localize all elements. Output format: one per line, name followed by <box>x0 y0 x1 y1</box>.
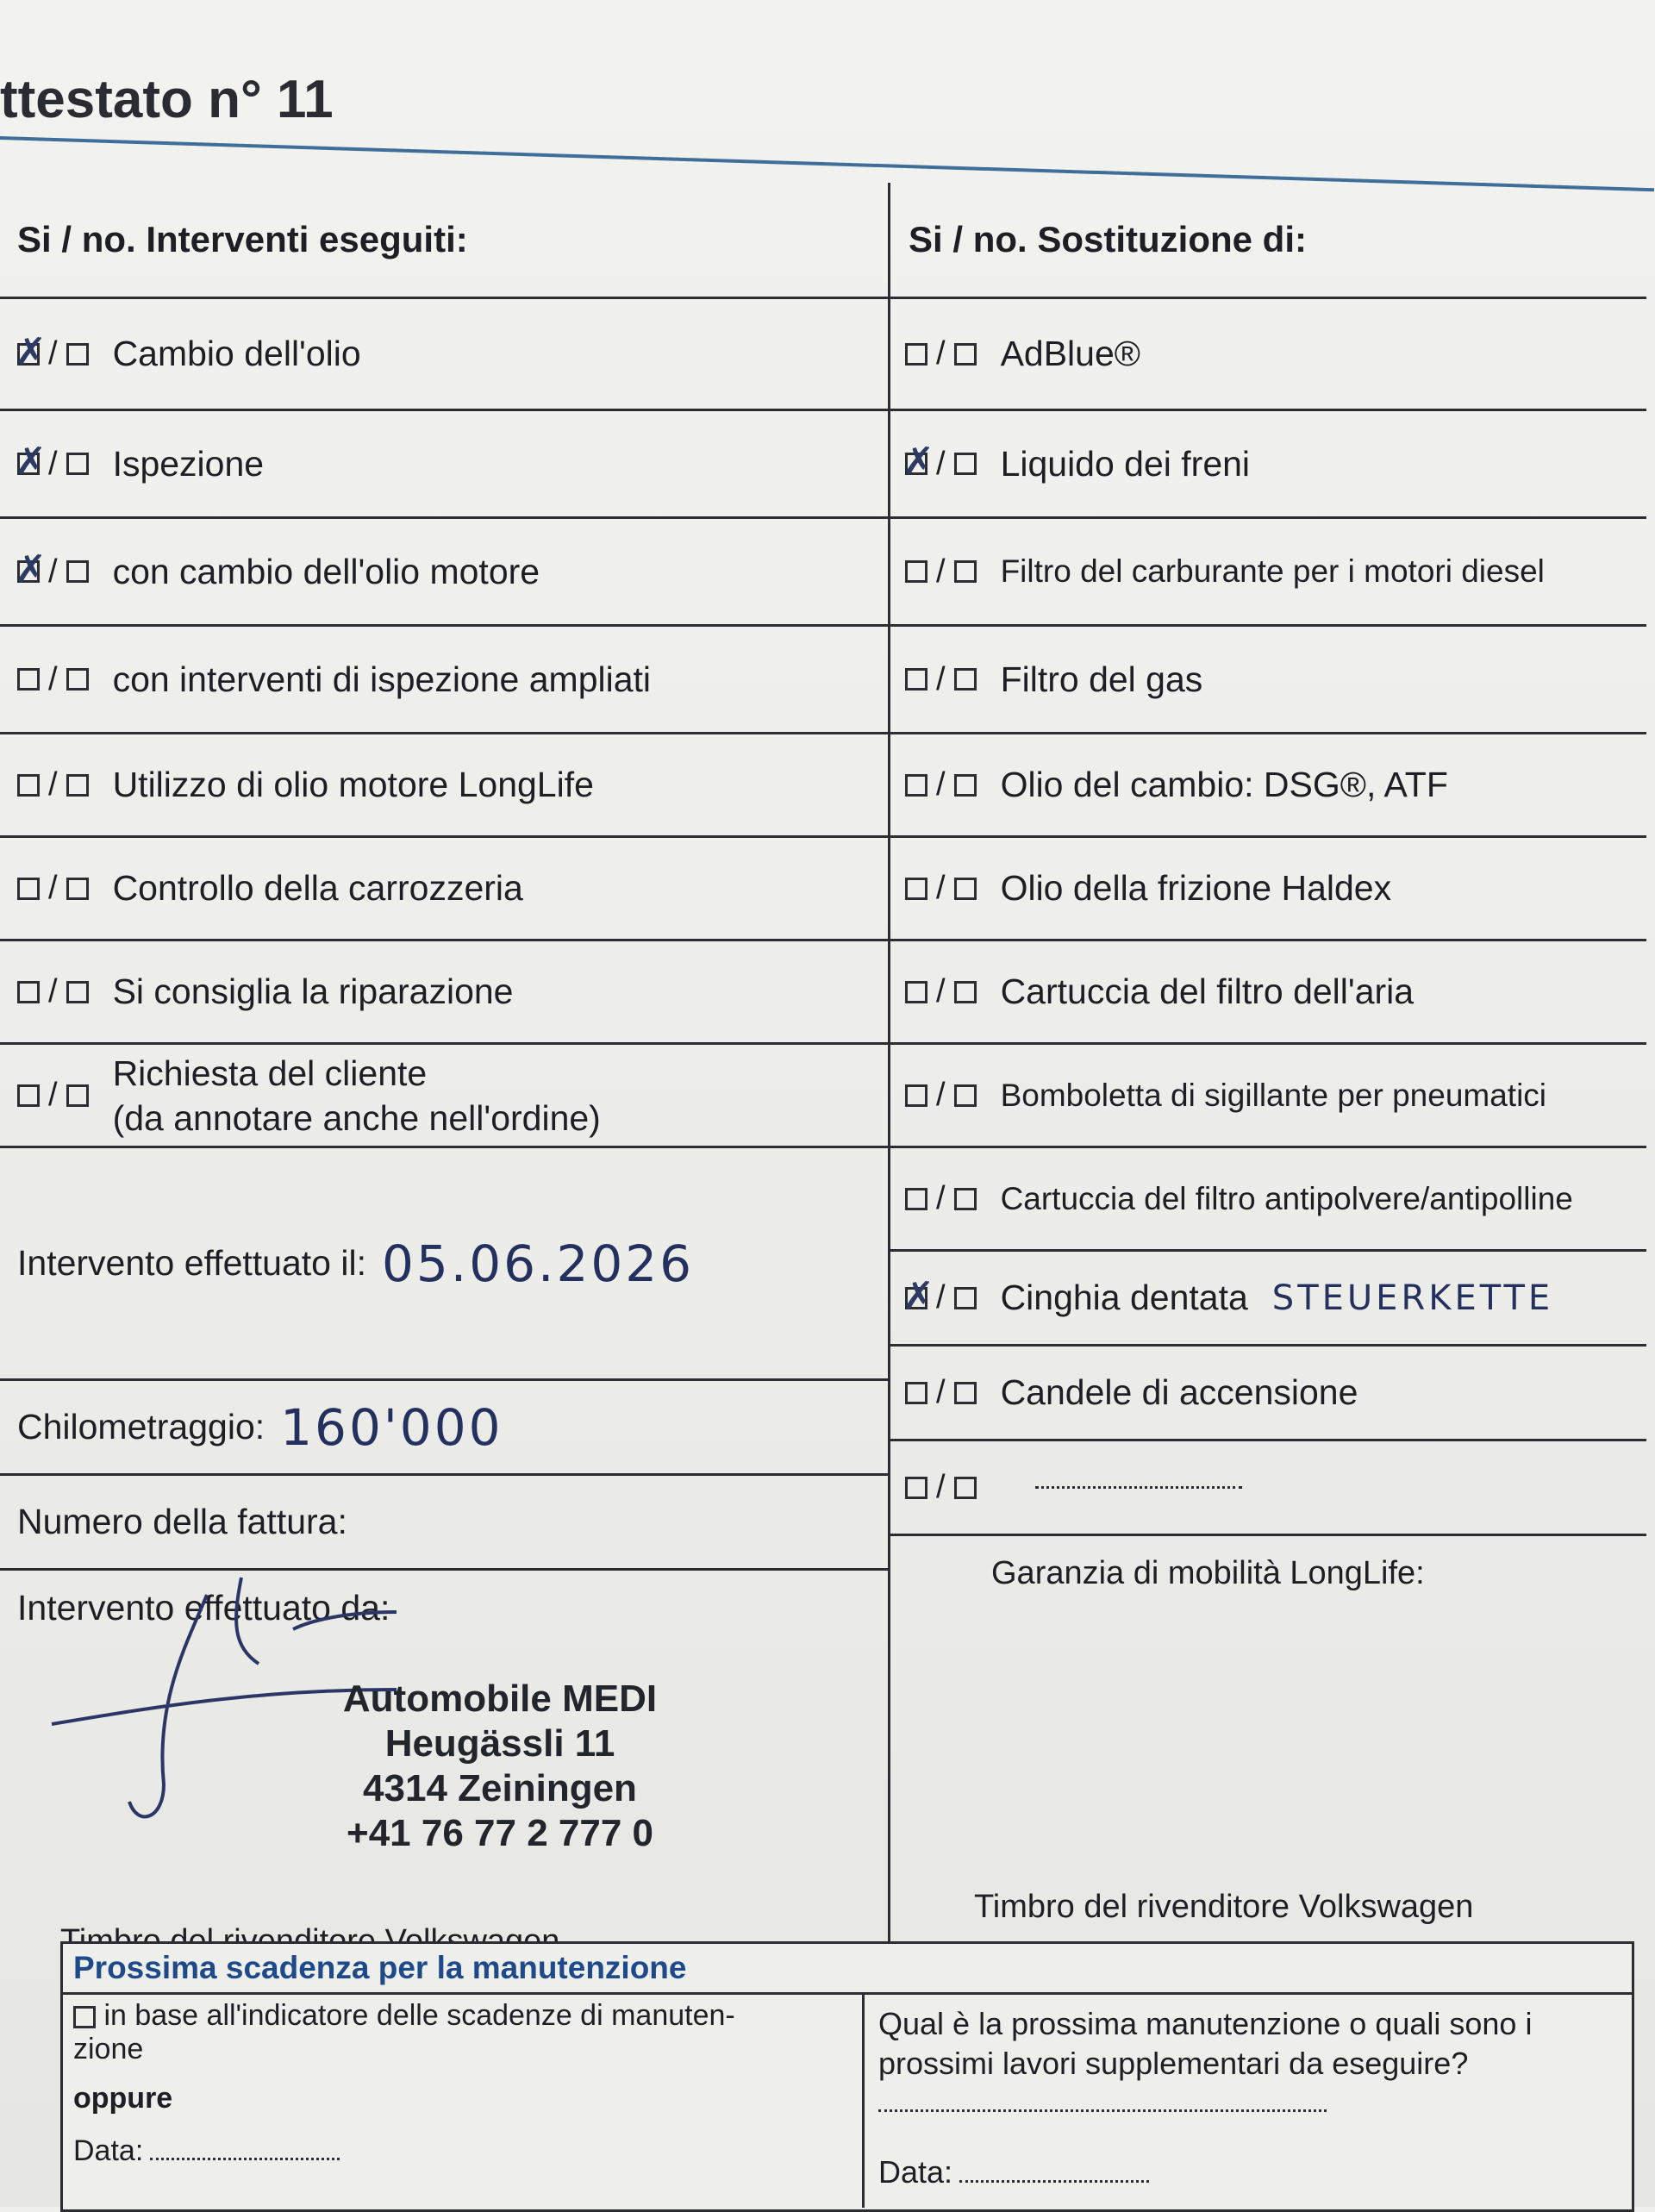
checkbox-yes[interactable] <box>905 1382 927 1404</box>
stamp-line-city: 4314 Zeiningen <box>363 1767 637 1809</box>
checkbox-yes[interactable] <box>17 453 40 475</box>
next-date-left-input[interactable] <box>150 2158 340 2160</box>
checkbox-pair[interactable]: / <box>905 335 977 372</box>
right-item-label: Cartuccia del filtro antipolvere/antipolline <box>1000 1180 1573 1216</box>
next-service-left <box>63 1992 865 2208</box>
checkbox-no[interactable] <box>954 1084 977 1107</box>
checkbox-no[interactable] <box>954 1188 977 1210</box>
right-column <box>888 183 1646 1933</box>
checkbox-yes[interactable] <box>905 1188 927 1210</box>
checkbox-no[interactable] <box>954 343 977 366</box>
checkbox-yes[interactable] <box>905 878 927 900</box>
left-header-label: Si / no. Interventi eseguiti: <box>17 219 468 259</box>
checkbox-pair[interactable]: / <box>905 973 977 1010</box>
checkbox-yes[interactable] <box>17 668 40 690</box>
checkbox-pair[interactable]: / <box>905 1077 977 1114</box>
right-header-label: Si / no. Sostituzione di: <box>909 219 1307 259</box>
checkbox-pair[interactable]: ✗ / <box>17 553 89 590</box>
checkbox-no[interactable] <box>954 668 977 690</box>
next-date-left-label: Data: <box>73 2134 144 2167</box>
invoice-label[interactable]: Numero della fattura: <box>17 1502 347 1541</box>
left-item-engine-oil <box>0 519 888 627</box>
checkbox-no[interactable] <box>954 453 977 475</box>
right-item-gearbox-oil <box>888 734 1646 838</box>
right-item-tyre-sealant <box>888 1045 1646 1148</box>
right-item-label: AdBlue® <box>1000 334 1140 373</box>
left-item-label: con cambio dell'olio motore <box>112 551 540 591</box>
or-label: oppure <box>73 2082 173 2115</box>
checkbox-pair[interactable]: / <box>905 1374 977 1411</box>
next-work-question: Qual è la prossima manutenzione o quali sono i prossimi lavori supplementari da eseguire? <box>878 2006 1533 2081</box>
right-item-gas-filter <box>888 627 1646 734</box>
left-item-label: Utilizzo di olio motore LongLife <box>112 765 594 804</box>
right-item-pollen-filter <box>888 1148 1646 1252</box>
checkbox-yes[interactable] <box>905 774 927 797</box>
indicator-option[interactable] <box>73 1999 852 2033</box>
checkbox-no[interactable] <box>954 774 977 797</box>
left-item-label-secondary: (da annotare anche nell'ordine) <box>112 1097 601 1138</box>
checkbox-pair[interactable]: / <box>905 766 977 803</box>
right-item-label: Olio della frizione Haldex <box>1000 868 1392 908</box>
right-item-label: Filtro del carburante per i motori diesel <box>1000 553 1545 589</box>
stamp-line-street: Heugässli 11 <box>384 1722 615 1765</box>
guarantee-label: Garanzia di mobilità LongLife: <box>991 1555 1425 1591</box>
invoice-row <box>0 1476 888 1571</box>
right-item-adblue <box>888 299 1646 411</box>
checkbox-no[interactable] <box>954 981 977 1003</box>
checkbox-no[interactable] <box>954 560 977 583</box>
checkbox-yes[interactable] <box>17 343 40 366</box>
stamp-line-name: Automobile MEDI <box>342 1678 658 1720</box>
guarantee-row <box>888 1536 1646 1881</box>
left-header <box>0 183 888 299</box>
right-item-label: Filtro del gas <box>1000 659 1203 699</box>
next-date-right <box>878 2154 1618 2190</box>
right-item-label: Bomboletta di sigillante per pneumatici <box>1000 1077 1547 1113</box>
next-service-section <box>60 1941 1634 2212</box>
stamp-caption-right-row <box>888 1881 1646 1933</box>
checkbox-no[interactable] <box>954 1287 977 1309</box>
checkbox-yes[interactable] <box>905 560 927 583</box>
next-date-right-label: Data: <box>878 2154 953 2190</box>
checkbox-no[interactable] <box>954 1382 977 1404</box>
left-item-inspection <box>0 411 888 519</box>
right-item-timing-belt <box>888 1252 1646 1347</box>
left-item-label: con interventi di ispezione ampliati <box>112 659 652 699</box>
right-item-air-filter <box>888 941 1646 1045</box>
next-date-right-input[interactable] <box>959 2180 1149 2183</box>
checkbox-no[interactable] <box>66 774 89 797</box>
checkbox-pair[interactable]: ✗ / <box>905 446 977 483</box>
indicator-checkbox[interactable] <box>73 2006 96 2028</box>
right-item-brake-fluid <box>888 411 1646 519</box>
checkbox-pair[interactable]: / <box>905 661 977 698</box>
checkbox-pair[interactable]: ✗ / <box>17 446 89 483</box>
checkbox-pair[interactable]: / <box>905 870 977 907</box>
right-item-label: Candele di accensione <box>1000 1372 1358 1412</box>
checkbox-no[interactable] <box>66 981 89 1003</box>
checkbox-no[interactable] <box>66 668 89 690</box>
checkbox-no[interactable] <box>66 453 89 475</box>
checkbox-pair[interactable]: / <box>905 1180 977 1217</box>
checkbox-yes[interactable] <box>17 1084 40 1107</box>
checkbox-pair[interactable]: ✗ / <box>905 1279 977 1316</box>
next-service-right <box>865 1992 1632 2208</box>
checkbox-pair[interactable]: / <box>17 766 89 803</box>
right-item-label: Liquido dei freni <box>1000 443 1251 484</box>
right-item-blank <box>888 1441 1646 1536</box>
mileage-label: Chilometraggio: <box>17 1407 265 1447</box>
checkbox-no[interactable] <box>66 343 89 366</box>
dealer-stamp <box>276 1677 724 1856</box>
checkbox-pair[interactable]: / <box>17 973 89 1010</box>
left-item-repair <box>0 941 888 1045</box>
mileage-value[interactable]: 160'000 <box>280 1397 503 1457</box>
indicator-option-text2: zione <box>73 2033 144 2065</box>
right-header <box>888 183 1646 299</box>
service-date-value[interactable]: 05.06.2026 <box>381 1234 695 1293</box>
left-item-customer-request <box>0 1045 888 1148</box>
checkbox-pair[interactable]: ✗ / <box>17 335 89 372</box>
left-item-label: Ispezione <box>112 443 265 484</box>
timing-belt-note[interactable]: STEUERKETTE <box>1271 1278 1554 1318</box>
customer-request-text <box>113 1051 601 1140</box>
left-item-bodywork <box>0 838 888 941</box>
right-item-label: Cinghia dentata <box>1000 1278 1248 1317</box>
checkbox-pair[interactable]: / <box>17 661 89 698</box>
done-by-label: Intervento effettuato da: <box>17 1588 390 1628</box>
page-title: ttestato n° 11 <box>0 70 334 129</box>
left-item-longlife-oil <box>0 734 888 838</box>
checkbox-no[interactable] <box>954 1477 977 1499</box>
checkbox-yes[interactable] <box>905 668 927 690</box>
right-item-diesel-filter <box>888 519 1646 627</box>
left-item-oil-change <box>0 299 888 411</box>
indicator-option-text: in base all'indicatore delle scadenze di manuten- <box>103 1999 735 2032</box>
right-item-spark-plugs <box>888 1347 1646 1441</box>
checkbox-no[interactable] <box>954 878 977 900</box>
checkbox-yes[interactable] <box>905 1287 927 1309</box>
checkbox-yes[interactable] <box>905 1477 927 1499</box>
right-item-label: Olio del cambio: DSG®, ATF <box>1000 765 1448 804</box>
left-item-label: Si consiglia la riparazione <box>112 972 514 1011</box>
left-item-extended-inspection <box>0 627 888 734</box>
checkbox-yes[interactable] <box>905 981 927 1003</box>
checkbox-no[interactable] <box>66 560 89 583</box>
checkbox-pair[interactable]: / <box>17 1077 89 1114</box>
checkbox-yes[interactable] <box>17 878 40 900</box>
next-work-input[interactable] <box>878 2109 1327 2112</box>
service-date-row <box>0 1148 888 1381</box>
right-item-label: Cartuccia del filtro dell'aria <box>1000 972 1415 1011</box>
checkbox-no[interactable] <box>66 1084 89 1107</box>
checkbox-yes[interactable] <box>17 981 40 1003</box>
checkbox-pair[interactable]: / <box>17 870 89 907</box>
left-item-label: Controllo della carrozzeria <box>112 868 523 908</box>
service-date-label: Intervento effettuato il: <box>17 1243 366 1283</box>
checkbox-yes[interactable] <box>17 774 40 797</box>
stamp-line-phone: +41 76 77 2 777 0 <box>347 1812 653 1854</box>
stamp-caption-right: Timbro del rivenditore Volkswagen <box>974 1888 1474 1925</box>
checkbox-yes[interactable] <box>905 343 927 366</box>
mileage-row <box>0 1381 888 1476</box>
checkbox-yes[interactable] <box>17 560 40 583</box>
left-item-label: Richiesta del cliente <box>112 1053 428 1093</box>
checkbox-pair[interactable]: / <box>905 553 977 590</box>
next-date-left <box>73 2134 852 2168</box>
checkbox-no[interactable] <box>66 878 89 900</box>
checkbox-yes[interactable] <box>905 453 927 475</box>
checkbox-yes[interactable] <box>905 1084 927 1107</box>
blank-item-line[interactable] <box>1035 1486 1242 1489</box>
right-item-haldex-oil <box>888 838 1646 941</box>
next-service-title: Prossima scadenza per la manutenzione <box>63 1944 1632 1995</box>
checkbox-pair[interactable]: / <box>905 1469 977 1506</box>
left-item-label: Cambio dell'olio <box>112 334 361 373</box>
